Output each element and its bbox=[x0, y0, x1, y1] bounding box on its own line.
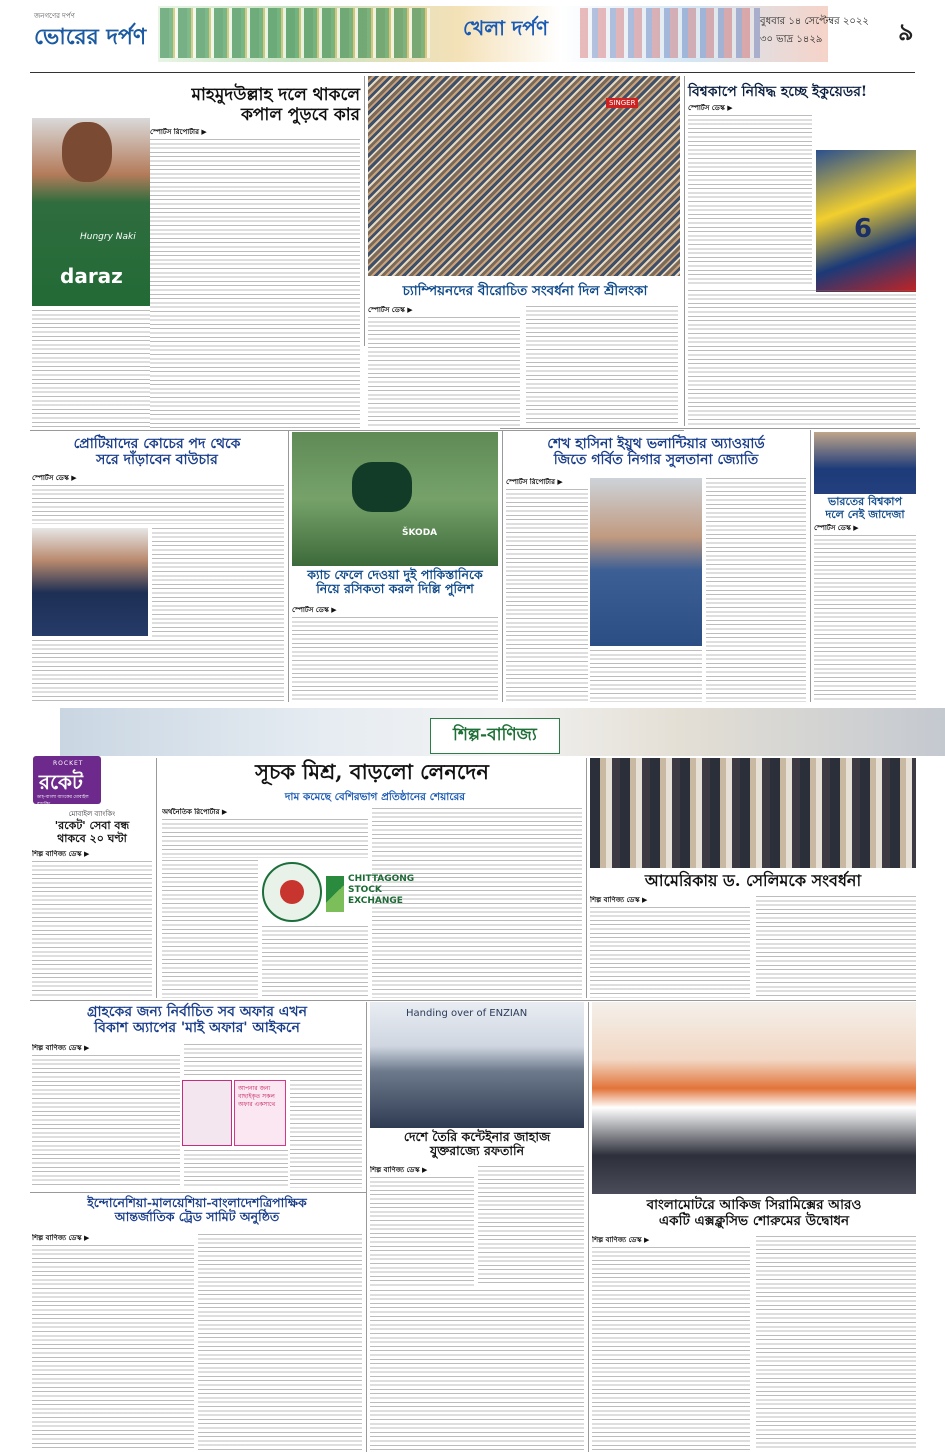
article-body-bkash-3 bbox=[290, 1080, 362, 1188]
jadeja-photo[interactable] bbox=[814, 432, 916, 494]
body-text bbox=[370, 1177, 474, 1286]
body-text bbox=[184, 1150, 288, 1188]
cse-logo-icon bbox=[326, 876, 344, 912]
sponsor-board: ŠKODA bbox=[402, 528, 438, 538]
headline-boucher[interactable] bbox=[32, 436, 282, 468]
body-text bbox=[814, 535, 916, 702]
body-text bbox=[372, 860, 582, 998]
byline: শিল্প বাণিজ্য ডেস্ক ▶ bbox=[32, 850, 90, 858]
row-rule bbox=[30, 430, 684, 431]
byline: শিল্প বাণিজ্য ডেস্ক ▶ bbox=[590, 896, 648, 904]
body-text bbox=[372, 808, 582, 858]
rocket-logo[interactable] bbox=[33, 756, 101, 807]
body-text bbox=[526, 306, 678, 426]
jersey-brand: daraz bbox=[60, 264, 123, 288]
body-text bbox=[592, 1247, 750, 1450]
headline-container-ship[interactable] bbox=[370, 1130, 584, 1159]
rocket-logo-name: রকেট bbox=[39, 770, 83, 794]
body-text bbox=[706, 478, 806, 702]
headline-line-2: একটি এক্সক্লুসিভ শোরুমের উদ্বোধন bbox=[658, 1212, 850, 1229]
article-body-summit-2 bbox=[198, 1234, 362, 1450]
headline-delhi-police[interactable] bbox=[292, 568, 498, 597]
column-rule bbox=[810, 430, 811, 702]
body-text bbox=[198, 1234, 362, 1450]
players-graphic-right bbox=[580, 8, 760, 58]
rocket-kicker: মোবাইল ব্যাংকিং bbox=[68, 810, 116, 818]
subhead-stock: দাম কমেছে বেশিরভাগ প্রতিষ্ঠানের শেয়ারের bbox=[284, 791, 466, 803]
headline-line-1: ইন্দোনেশিয়া-মালয়েশিয়া-বাংলাদেশত্রিপাক্ষিক bbox=[87, 1195, 307, 1210]
article-body-nigar bbox=[506, 478, 588, 702]
article-body-container-3 bbox=[370, 1290, 584, 1450]
article-body-nigar-3 bbox=[706, 478, 806, 702]
date-bengali: ৩০ ভাদ্র ১৪২৯ bbox=[760, 34, 823, 45]
byline: স্পোর্টস রিপোর্টার ▶ bbox=[150, 128, 207, 136]
headline-line-1: প্রোটিয়াদের কোচের পদ থেকে bbox=[73, 436, 241, 452]
body-text bbox=[368, 317, 520, 426]
boucher-photo[interactable] bbox=[32, 528, 148, 636]
ceremony-banner-text: Handing over of ENZIAN bbox=[406, 1008, 528, 1019]
rocket-logo-tagline: ডাচ্-বাংলা ব্যাংকের মোবাইল ব্যাংকিং bbox=[37, 795, 89, 807]
byline: স্পোর্টস ডেস্ক ▶ bbox=[688, 104, 733, 112]
section-title-commerce: শিল্প-বাণিজ্য bbox=[430, 718, 560, 754]
byline: অর্থনৈতিক রিপোর্টার ▶ bbox=[162, 808, 228, 816]
byline: স্পোর্টস ডেস্ক ▶ bbox=[292, 606, 337, 614]
column-rule bbox=[502, 430, 503, 702]
headline-jadeja[interactable] bbox=[814, 496, 916, 521]
column-rule bbox=[366, 1002, 367, 1452]
row-rule bbox=[30, 1000, 916, 1001]
article-body-container bbox=[370, 1166, 474, 1286]
body-text bbox=[478, 1166, 584, 1286]
article-body-mahmudullah bbox=[150, 128, 360, 428]
shop-sign: SINGER bbox=[606, 98, 638, 108]
column-rule bbox=[364, 76, 365, 346]
headline-line-1: বাংলামোটরে আকিজ সিরামিক্সের আরও bbox=[646, 1197, 862, 1213]
body-text bbox=[756, 1236, 916, 1450]
headline-stock-market[interactable]: সূচক মিশ্র, বাড়লো লেনদেন bbox=[255, 759, 489, 784]
headline-bkash[interactable] bbox=[32, 1004, 362, 1036]
article-body-akij bbox=[592, 1236, 750, 1450]
headline-line-2: যুক্তরাজ্যে রফতানি bbox=[429, 1143, 525, 1159]
body-text bbox=[184, 1044, 362, 1078]
body-text bbox=[290, 1080, 362, 1188]
body-text bbox=[150, 139, 360, 428]
byline: স্পোর্টস ডেস্ক ▶ bbox=[368, 306, 413, 314]
body-text bbox=[162, 819, 368, 858]
headline-line-2: দলে নেই জাদেজা bbox=[825, 507, 905, 521]
players-graphic bbox=[160, 8, 430, 58]
article-body-mahmudullah-2 bbox=[32, 310, 150, 428]
headline-line-2: জিতে গর্বিত নিগার সুলতানা জ্যোতি bbox=[553, 452, 759, 469]
body-text bbox=[32, 640, 284, 702]
article-body-akij-2 bbox=[756, 1236, 916, 1450]
article-body-srilanka-2 bbox=[526, 306, 678, 426]
body-text bbox=[292, 617, 498, 702]
body-text bbox=[590, 907, 750, 998]
headline-line-2: থাকবে ২০ ঘণ্টা bbox=[57, 831, 127, 845]
column-rule bbox=[588, 1002, 589, 1452]
headline-salim[interactable]: আমেরিকায় ড. সেলিমকে সংবর্ধনা bbox=[644, 871, 862, 890]
body-text bbox=[688, 115, 812, 285]
article-body-ecuador bbox=[688, 104, 812, 286]
cse-name-line-2: STOCK bbox=[348, 885, 382, 895]
body-text bbox=[370, 1290, 584, 1450]
brand-tagline: জনগণের দর্পণ bbox=[34, 12, 75, 20]
article-body-srilanka bbox=[368, 306, 520, 426]
headline-line-1: মাহমুদউল্লাহ দলে থাকলে bbox=[191, 85, 360, 105]
article-body-bkash bbox=[32, 1044, 180, 1188]
body-text bbox=[32, 485, 284, 524]
article-body-stock-2 bbox=[372, 808, 582, 858]
article-body-boucher-2 bbox=[152, 528, 284, 638]
masthead-divider bbox=[30, 72, 915, 73]
container-ship-ceremony-photo[interactable] bbox=[370, 1002, 584, 1128]
body-text bbox=[32, 861, 152, 998]
akij-showroom-opening-photo[interactable] bbox=[592, 1002, 916, 1194]
article-body-bkash-2 bbox=[184, 1044, 362, 1078]
headline-line-2: নিয়ে রসিকতা করল দিল্লি পুলিশ bbox=[316, 581, 474, 597]
page-number: ৯ bbox=[898, 18, 914, 46]
article-body-stock-4 bbox=[262, 926, 368, 998]
column-rule bbox=[288, 430, 289, 702]
players-figure bbox=[352, 462, 412, 512]
article-body-nigar-2 bbox=[590, 650, 702, 702]
byline: শিল্প বাণিজ্য ডেস্ক ▶ bbox=[370, 1166, 428, 1174]
headline-mahmudullah[interactable] bbox=[142, 86, 360, 125]
article-body-salim bbox=[590, 896, 750, 998]
headline-line-2: বিকাশ অ্যাপের 'মাই অফার' আইকনে bbox=[94, 1020, 300, 1037]
body-text bbox=[590, 650, 702, 702]
headline-line-2: আন্তর্জাতিক ট্রেড সামিট অনুষ্ঠিত bbox=[114, 1209, 280, 1225]
headline-nigar[interactable] bbox=[506, 436, 806, 468]
byline: শিল্প বাণিজ্য ডেস্ক ▶ bbox=[592, 1236, 650, 1244]
byline: স্পোর্টস ডেস্ক ▶ bbox=[814, 524, 859, 532]
article-body-stock-3 bbox=[162, 860, 258, 998]
body-text bbox=[32, 1245, 194, 1450]
nigar-sultana-photo[interactable] bbox=[590, 478, 702, 646]
body-text bbox=[506, 489, 588, 701]
sponsor-label: Hungry Naki bbox=[80, 232, 136, 242]
article-body-boucher bbox=[32, 474, 284, 524]
player-number: 6 bbox=[854, 214, 873, 244]
row-rule bbox=[30, 1192, 366, 1193]
article-body-stock-5 bbox=[372, 860, 582, 998]
article-body-salim-2 bbox=[756, 896, 916, 998]
byline: স্পোর্টস ডেস্ক ▶ bbox=[32, 474, 77, 482]
body-text bbox=[32, 310, 150, 428]
headline-line-1: ভারতের বিশ্বকাপ bbox=[828, 495, 902, 508]
article-body-delhi-police bbox=[292, 606, 498, 702]
article-body-boucher-3 bbox=[32, 640, 284, 702]
mahmudullah-photo[interactable] bbox=[32, 118, 150, 306]
body-text bbox=[162, 860, 258, 998]
column-rule bbox=[156, 758, 157, 998]
headline-line-2: কপাল পুড়বে কার bbox=[240, 104, 360, 125]
headline-ecuador[interactable]: বিশ্বকাপে নিষিদ্ধ হচ্ছে ইকুয়েডর! bbox=[688, 84, 868, 100]
headline-trade-summit[interactable] bbox=[32, 1196, 362, 1225]
article-body-rocket bbox=[32, 850, 152, 998]
byline: স্পোর্টস রিপোর্টার ▶ bbox=[506, 478, 563, 486]
article-body-container-2 bbox=[478, 1166, 584, 1286]
newspaper-logo[interactable]: ভোরের দর্পণ bbox=[34, 24, 147, 50]
catch-drop-photo[interactable] bbox=[292, 432, 498, 566]
body-text bbox=[152, 528, 284, 638]
byline: শিল্প বাণিজ্য ডেস্ক ▶ bbox=[32, 1234, 90, 1242]
headline-line-1: 'রকেট' সেবা বন্ধ bbox=[54, 819, 130, 832]
row-rule bbox=[500, 428, 920, 429]
headline-line-1: শেখ হাসিনা ইয়ুথ ভলান্টিয়ার অ্যাওয়ার্ড bbox=[547, 436, 765, 452]
dse-seal-icon bbox=[262, 862, 322, 922]
masthead bbox=[0, 0, 945, 72]
column-rule bbox=[586, 758, 587, 998]
article-body-summit bbox=[32, 1234, 194, 1450]
body-text bbox=[262, 926, 368, 998]
article-body-ecuador-2 bbox=[688, 290, 916, 426]
bkash-ad-text: আপনার জন্য বাছাইকৃত সকল অফার একসাথে bbox=[234, 1080, 286, 1146]
headline-line-2: সরে দাঁড়াবেন বাউচার bbox=[96, 452, 218, 469]
headline-rocket[interactable] bbox=[32, 820, 152, 845]
salim-reception-photo[interactable] bbox=[590, 758, 916, 868]
body-text bbox=[32, 1055, 180, 1188]
article-body-bkash-4 bbox=[184, 1150, 288, 1188]
srilanka-celebration-photo[interactable] bbox=[368, 76, 680, 276]
cse-name-line-3: EXCHANGE bbox=[348, 896, 403, 906]
rocket-logo-top: ROCKET bbox=[53, 760, 84, 767]
headline-line-1: দেশে তৈরি কন্টেইনার জাহাজ bbox=[403, 1129, 551, 1144]
bkash-app-screenshot[interactable] bbox=[182, 1080, 232, 1146]
body-text bbox=[688, 290, 916, 426]
headline-line-1: গ্রাহকের জন্য নির্বাচিত সব অফার এখন bbox=[87, 1004, 307, 1020]
column-rule bbox=[684, 76, 685, 426]
player-head bbox=[62, 122, 112, 182]
body-text bbox=[756, 896, 916, 998]
article-body-stock bbox=[162, 808, 368, 858]
date-gregorian: বুধবার ১৪ সেপ্টেম্বর ২০২২ bbox=[760, 16, 869, 27]
article-body-jadeja bbox=[814, 524, 916, 702]
cse-name-line-1: CHITTAGONG bbox=[348, 874, 415, 884]
headline-srilanka[interactable]: চ্যাম্পিয়নদের বীরোচিত সংবর্ধনা দিল শ্রীলংকা bbox=[402, 283, 648, 299]
headline-akij[interactable] bbox=[592, 1198, 916, 1229]
headline-line-1: ক্যাচ ফেলে দেওয়া দুই পাকিস্তানিকে bbox=[307, 567, 483, 582]
section-title-sports: খেলা দর্পণ bbox=[463, 16, 549, 40]
ecuador-player-photo[interactable] bbox=[816, 150, 916, 292]
byline: শিল্প বাণিজ্য ডেস্ক ▶ bbox=[32, 1044, 90, 1052]
